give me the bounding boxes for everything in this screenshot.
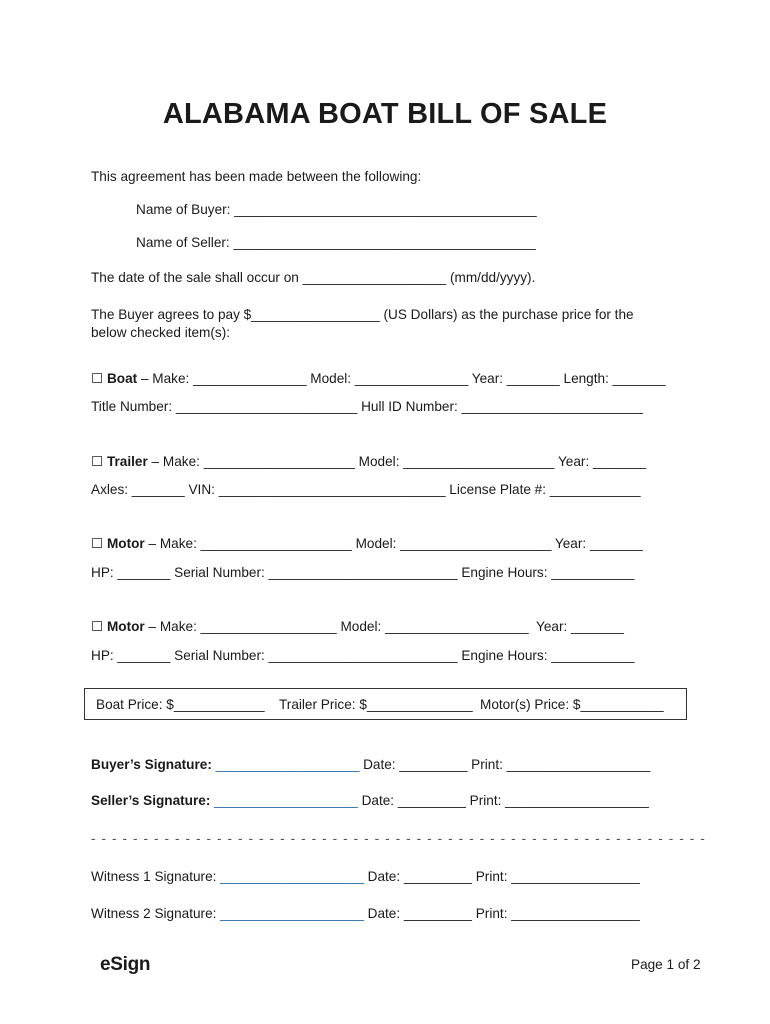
purchase-price-field[interactable]: The Buyer agrees to pay $_________________ (US Dollars) as the purchase price for the [91,307,634,322]
trailer-axles-vin-fields[interactable]: Axles: _______ VIN: ______________________________ License Plate #: ____________ [91,482,641,497]
motors-price-field[interactable]: Motor(s) Price: $___________ [480,697,664,712]
trailer-checkbox[interactable]: ☐ [91,454,104,469]
witness1-signature-row [91,868,640,885]
seller-signature-field[interactable]: ___________________ [214,793,358,808]
buyer-name-field[interactable]: Name of Buyer: ________________________________________ [136,202,537,217]
buyer-signature-row [91,756,650,773]
purchase-price-text: below checked item(s): [91,325,231,340]
motor1-details-fields[interactable]: – Make: ____________________ Model: ____________________ Year: _______ [144,536,643,551]
witness2-signature-label: Witness 2 Signature: [91,906,217,921]
witness1-signature-field[interactable]: ___________________ [220,869,364,884]
motor1-row [91,535,643,552]
document-title: ALABAMA BOAT BILL OF SALE [162,98,608,130]
page-number: Page 1 of 2 [631,957,701,972]
trailer-label: Trailer [106,454,148,469]
motor2-hp-serial-fields[interactable]: HP: _______ Serial Number: _________________________ Engine Hours: ___________ [91,648,635,663]
boat-title-hull-fields[interactable]: Title Number: ________________________ Hull ID Number: ________________________ [91,399,643,414]
seller-date-print-fields[interactable]: Date: _________ Print: ___________________ [361,793,649,808]
buyer-signature-label: Buyer’s Signature: [91,757,212,772]
price-summary-box [84,688,687,720]
sale-date-field[interactable]: The date of the sale shall occur on ___________________ (mm/dd/yyyy). [91,270,536,285]
esign-logo: eSign [100,954,151,975]
witness2-signature-row [91,905,640,922]
buyer-date-print-fields[interactable]: Date: _________ Print: ___________________ [363,757,651,772]
witness1-signature-label: Witness 1 Signature: [91,869,217,884]
intro-text: This agreement has been made between the following: [91,169,422,184]
boat-label: Boat [106,371,138,386]
witness1-date-print-fields[interactable]: Date: _________ Print: _________________ [367,869,640,884]
boat-details-fields[interactable]: – Make: _______________ Model: _______________ Year: _______ Length: _______ [137,371,666,386]
motor2-checkbox[interactable]: ☐ [91,619,104,634]
motor2-details-fields[interactable]: – Make: __________________ Model: ___________________ Year: _______ [144,619,624,634]
trailer-details-fields[interactable]: – Make: ____________________ Model: ____________________ Year: _______ [147,454,646,469]
motor1-checkbox[interactable]: ☐ [91,536,104,551]
motor1-label: Motor [106,536,145,551]
boat-row [91,370,666,387]
trailer-row [91,453,646,470]
seller-signature-label: Seller’s Signature: [91,793,211,808]
seller-name-field[interactable]: Name of Seller: ________________________________________ [136,235,536,250]
cut-divider: - - - - - - - - - - - - - - - - - - - - - - - - - - - - - - - - - - - - - - - - - - - - - - - - - - - - - - - - - - - [91,831,706,846]
boat-checkbox[interactable]: ☐ [91,371,104,386]
trailer-price-field[interactable]: Trailer Price: $______________ [279,697,473,712]
witness2-date-print-fields[interactable]: Date: _________ Print: _________________ [367,906,640,921]
motor2-row [91,618,624,635]
boat-price-field[interactable]: Boat Price: $____________ [96,697,265,712]
buyer-signature-field[interactable]: ___________________ [215,757,360,772]
seller-signature-row [91,792,649,809]
motor1-hp-serial-fields[interactable]: HP: _______ Serial Number: _________________________ Engine Hours: ___________ [91,565,635,580]
witness2-signature-field[interactable]: ___________________ [220,906,364,921]
motor2-label: Motor [106,619,145,634]
